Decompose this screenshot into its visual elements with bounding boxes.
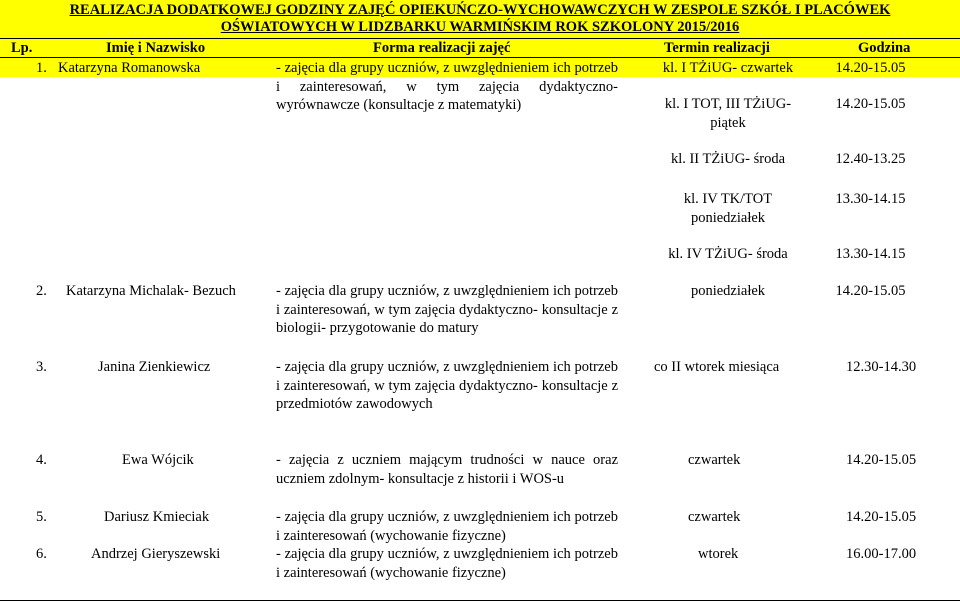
row-4-form: - zajęcia z uczniem mającym trudności w nauce oraz uczniem zdolnym- konsultacje z historii i WOS-u [276, 452, 618, 487]
row-6-form: - zajęcia dla grupy uczniów, z uwzględnieniem ich potrzeb i zainteresowań (wychowanie fizyczne) [276, 546, 618, 581]
row-1-name: Katarzyna Romanowska [58, 60, 201, 76]
row-6-name: Andrzej Gieryszewski [91, 546, 221, 562]
row-1-lp: 1. [36, 60, 47, 76]
row-6-hours: 16.00-17.00 [846, 546, 917, 562]
header-form: Forma realizacji zajęć [373, 40, 511, 56]
row-2-name: Katarzyna Michalak- Bezuch [66, 283, 236, 299]
row-4-lp: 4. [36, 452, 47, 468]
row-5-name: Dariusz Kmieciak [104, 509, 210, 525]
row-1-term-3: kl. II TŻiUG- środa [670, 151, 786, 167]
row-5-lp: 5. [36, 509, 47, 525]
header-hours: Godzina [858, 40, 911, 56]
title-line-2: OŚWIATOWYCH W LIDZBARKU WARMIŃSKIM ROK SZKOLONY 2015/2016 [220, 19, 740, 35]
row-5-hours: 14.20-15.05 [846, 509, 917, 525]
row-1-term-2: kl. I TOT, III TŻiUG- piątek [664, 96, 792, 131]
row-1-hours-5: 13.30-14.15 [835, 246, 906, 262]
row-2-hours: 14.20-15.05 [835, 283, 906, 299]
header-term: Termin realizacji [664, 40, 770, 56]
row-1-hours-3: 12.40-13.25 [835, 151, 906, 167]
row-6-term: wtorek [698, 546, 739, 562]
row-1-term-1: kl. I TŻiUG- czwartek [662, 60, 794, 76]
row-5-form: - zajęcia dla grupy uczniów, z uwzględnieniem ich potrzeb i zainteresowań (wychowanie fizyczne) [276, 509, 618, 544]
row-1-hours-4: 13.30-14.15 [835, 191, 906, 207]
row-1-term-4: kl. IV TK/TOT poniedziałek [683, 191, 773, 226]
row-1-hours-1: 14.20-15.05 [835, 60, 906, 76]
row-6-lp: 6. [36, 546, 47, 562]
row-4-name: Ewa Wójcik [122, 452, 194, 468]
row-3-name: Janina Zienkiewicz [98, 359, 211, 375]
row-3-lp: 3. [36, 359, 47, 375]
header-lp: Lp. [11, 40, 33, 56]
document-title [0, 0, 960, 38]
row-2-term: poniedziałek [690, 283, 766, 299]
row-5-term: czwartek [688, 509, 741, 525]
row-3-term: co II wtorek miesiąca [654, 359, 780, 375]
row-1-term-5: kl. IV TŻiUG- środa [668, 246, 788, 262]
table-bottom-border [0, 600, 960, 601]
header-name: Imię i Nazwisko [106, 40, 206, 56]
row-4-hours: 14.20-15.05 [846, 452, 917, 468]
row-2-lp: 2. [36, 283, 47, 299]
row-1-hours-2: 14.20-15.05 [835, 96, 906, 112]
row-1-form: - zajęcia dla grupy uczniów, z uwzględnieniem ich potrzeb i zainteresowań, w tym zajęcia dydaktyczno- wyrównawcze (konsultacje z matematyki) [276, 60, 618, 113]
title-line-1: REALIZACJA DODATKOWEJ GODZINY ZAJĘĆ OPIEKUŃCZO-WYCHOWAWCZYCH W ZESPOLE SZKÓŁ I PLACÓWEK [69, 2, 891, 18]
row-3-form: - zajęcia dla grupy uczniów, z uwzględnieniem ich potrzeb i zainteresowań, w tym zajęcia dydaktyczno- konsultacje z przedmiotów zawodowych [276, 359, 618, 412]
table-header [0, 38, 960, 58]
row-3-hours: 12.30-14.30 [846, 359, 917, 375]
row-2-form: - zajęcia dla grupy uczniów, z uwzględnieniem ich potrzeb i zainteresowań, w tym zajęcia dydaktyczno- konsultacje z biologii- przygotowanie do matury [276, 283, 618, 336]
row-4-term: czwartek [688, 452, 741, 468]
